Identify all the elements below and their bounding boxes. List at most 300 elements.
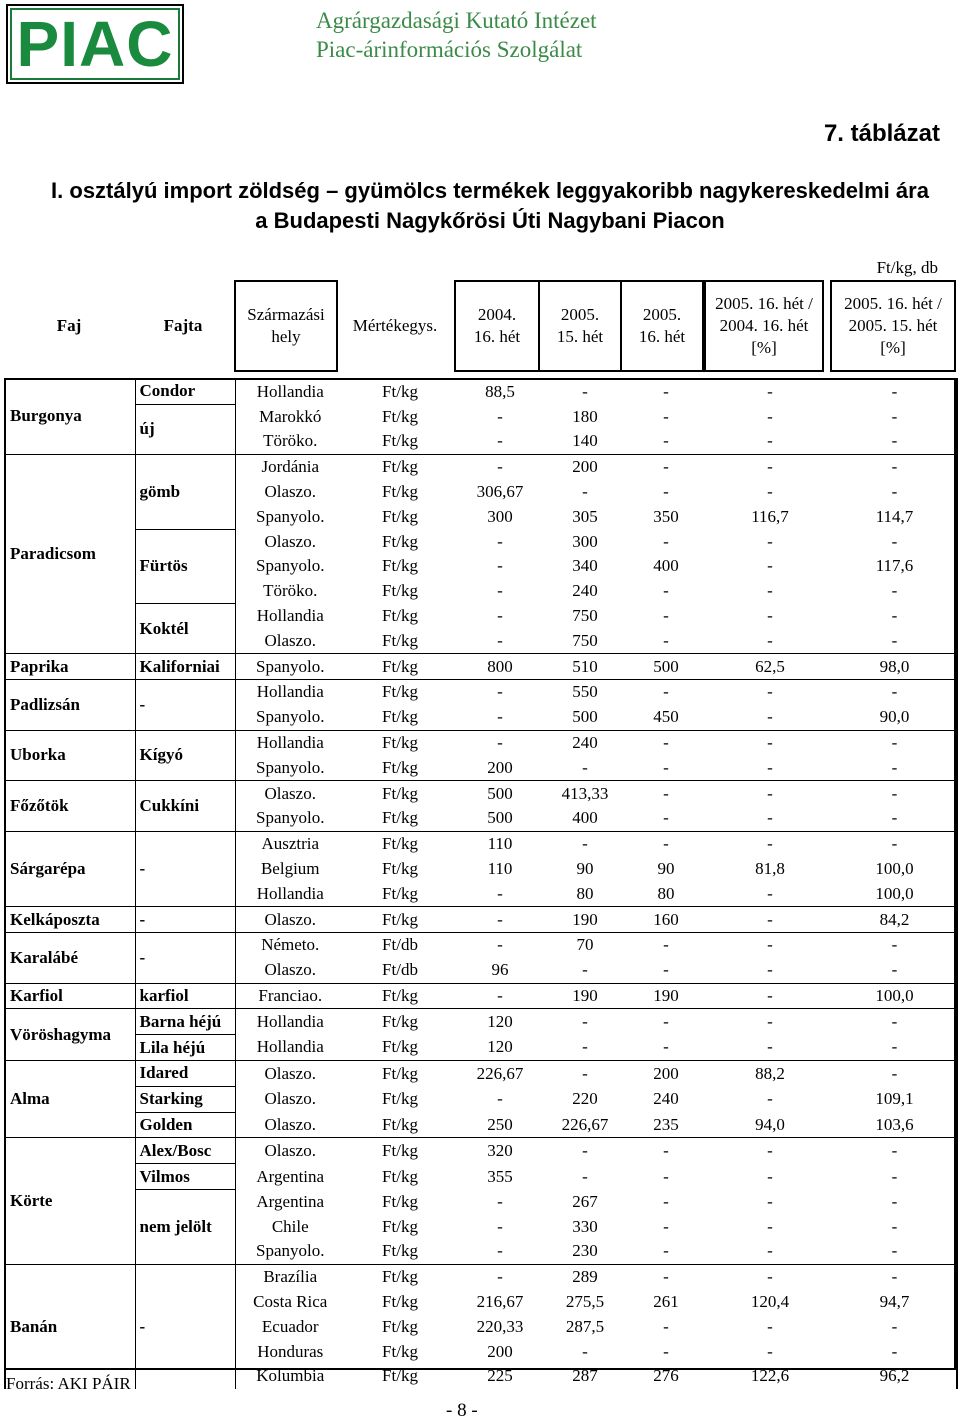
table-title-line-1: I. osztályú import zöldség – gyümölcs termékek leggyakoribb nagykereskedelmi ára (51, 178, 929, 203)
cell-ratio-2004: - (707, 781, 833, 806)
cell-ratio-2004: - (767, 630, 773, 650)
cell-2005-16: - (663, 1191, 669, 1211)
col-2005-15: 2005. 15. hét (540, 280, 622, 372)
cell-szarmazasi-hely: Kolumbia (235, 1364, 345, 1389)
cell-szarmazasi-hely: Olaszo. (235, 1086, 345, 1112)
cell-2005-15: 230 (572, 1241, 598, 1261)
cell-szarmazasi-hely: Ausztria (235, 831, 345, 856)
price-table (4, 378, 958, 1389)
cell-2005-15: 550 (545, 680, 625, 705)
cell-2005-16: - (663, 808, 669, 828)
table-row (5, 1112, 957, 1138)
table-number: 7. táblázat (823, 120, 940, 147)
cell-2005-16: - (625, 1138, 707, 1164)
cell-ratio-2005-15: - (833, 806, 957, 831)
cell-ratio-2005-15: - (833, 1214, 957, 1239)
source-note: Forrás: AKI PÁIR (6, 1374, 131, 1393)
cell-2005-15: 226,67 (561, 1114, 609, 1134)
cell-2005-15: 305 (572, 506, 598, 526)
cell-mertekegyseg: Ft/kg (382, 1241, 418, 1261)
cell-2005-16: 200 (625, 1061, 707, 1087)
cell-fajta: új (135, 404, 235, 454)
cell-ratio-2004: - (767, 1216, 773, 1236)
table-row (5, 781, 957, 806)
col-2004-16: 2004. 16. hét (454, 280, 540, 372)
cell-ratio-2005-15: - (833, 781, 957, 806)
cell-2005-16: 400 (653, 556, 679, 576)
cell-2005-15: 267 (572, 1191, 598, 1211)
cell-mertekegyseg: Ft/kg (345, 1061, 455, 1087)
cell-2005-15: 90 (576, 859, 594, 879)
table-row (5, 1009, 957, 1035)
cell-ratio-2005-15: - (833, 1138, 957, 1164)
cell-ratio-2004: - (707, 1138, 833, 1164)
cell-2005-15: 200 (545, 454, 625, 479)
col-faj: Faj (56, 316, 82, 335)
cell-2005-16: - (663, 630, 669, 650)
cell-ratio-2005-15: 84,2 (833, 907, 957, 933)
cell-ratio-2005-15: - (833, 379, 957, 405)
cell-ratio-2004: 122,6 (750, 1366, 790, 1386)
cell-szarmazasi-hely: Hollandia (235, 1009, 345, 1035)
cell-2005-15: 300 (572, 531, 598, 551)
cell-2005-16: - (625, 1264, 707, 1289)
cell-2005-16: - (663, 1037, 669, 1057)
cell-2004-16: - (497, 1089, 503, 1109)
table-row (5, 654, 957, 680)
cell-szarmazasi-hely: Spanyolo. (235, 806, 345, 831)
cell-ratio-2004: - (767, 1316, 773, 1336)
cell-fajta: gömb (135, 454, 235, 529)
cell-ratio-2005-15: - (833, 579, 957, 604)
table-title-line-2: a Budapesti Nagykőrösi Úti Nagybani Piacon (255, 208, 725, 233)
cell-fajta: Starking (135, 1086, 235, 1112)
cell-ratio-2004: - (707, 680, 833, 705)
cell-2005-15: 240 (572, 581, 598, 601)
cell-ratio-2004: - (767, 960, 773, 980)
cell-fajta: Alex/Bosc (135, 1138, 235, 1164)
cell-2005-16: - (625, 1009, 707, 1035)
cell-2004-16: 226,67 (455, 1061, 545, 1087)
cell-faj: Banán (5, 1264, 135, 1388)
cell-2005-16: 240 (653, 1089, 679, 1109)
cell-2004-16: - (497, 531, 503, 551)
organization-name (316, 6, 597, 64)
cell-2005-16: 235 (653, 1114, 679, 1134)
cell-2005-16: - (663, 1166, 669, 1186)
cell-fajta: Lila héjú (135, 1035, 235, 1061)
cell-ratio-2004: - (767, 406, 773, 426)
cell-2004-16: - (455, 1264, 545, 1289)
cell-szarmazasi-hely: Olaszo. (235, 529, 345, 554)
cell-2005-16: - (663, 1316, 669, 1336)
cell-szarmazasi-hely: Hollandia (235, 379, 345, 405)
cell-ratio-2004: - (707, 933, 833, 958)
cell-ratio-2005-15: 100,0 (833, 881, 957, 906)
cell-2005-16: 450 (653, 707, 679, 727)
cell-ratio-2005-15: - (833, 1164, 957, 1190)
cell-2005-16: - (663, 757, 669, 777)
cell-ratio-2005-15: - (833, 755, 957, 780)
cell-ratio-2005-15: 109,1 (833, 1086, 957, 1112)
cell-fajta: - (135, 831, 235, 906)
cell-2005-16: 160 (625, 907, 707, 933)
cell-2004-16: 320 (455, 1138, 545, 1164)
cell-2005-15: - (582, 1037, 588, 1057)
cell-szarmazasi-hely: Argentina (235, 1190, 345, 1215)
cell-2004-16: 355 (487, 1166, 513, 1186)
cell-ratio-2005-15: - (833, 1239, 957, 1264)
table-row (5, 1035, 957, 1061)
cell-2004-16: 500 (487, 808, 513, 828)
cell-ratio-2004: - (767, 808, 773, 828)
cell-szarmazasi-hely: Spanyolo. (235, 554, 345, 579)
cell-fajta: Vilmos (135, 1164, 235, 1190)
cell-2005-15: 70 (545, 933, 625, 958)
cell-ratio-2004: - (767, 883, 773, 903)
cell-ratio-2004: - (767, 606, 773, 626)
table-header (4, 280, 956, 372)
cell-2004-16: - (455, 907, 545, 933)
cell-ratio-2005-15: - (833, 1314, 957, 1339)
cell-ratio-2004: 88,2 (707, 1061, 833, 1087)
cell-szarmazasi-hely: Brazília (235, 1264, 345, 1289)
cell-2005-15: 500 (572, 707, 598, 727)
cell-mertekegyseg: Ft/kg (382, 1037, 418, 1057)
cell-ratio-2005-15: - (833, 404, 957, 429)
cell-mertekegyseg: Ft/kg (345, 831, 455, 856)
table-row (5, 604, 957, 629)
cell-szarmazasi-hely: Spanyolo. (235, 654, 345, 680)
cell-2005-15: - (545, 1009, 625, 1035)
unit-label: Ft/kg, db (876, 258, 938, 277)
cell-2004-16: - (497, 630, 503, 650)
cell-2004-16: 200 (487, 757, 513, 777)
cell-mertekegyseg: Ft/kg (382, 556, 418, 576)
cell-mertekegyseg: Ft/kg (382, 1166, 418, 1186)
cell-2005-15: - (582, 757, 588, 777)
cell-faj: Paprika (5, 654, 135, 680)
cell-2004-16: 216,67 (476, 1292, 524, 1312)
cell-2005-15: - (582, 1166, 588, 1186)
cell-2004-16: 500 (455, 781, 545, 806)
cell-szarmazasi-hely: Olaszo. (235, 480, 345, 505)
cell-ratio-2004: - (707, 907, 833, 933)
cell-ratio-2005-15: 103,6 (833, 1112, 957, 1138)
cell-ratio-2005-15: - (833, 1009, 957, 1035)
cell-mertekegyseg: Ft/kg (382, 707, 418, 727)
cell-ratio-2005-15: - (833, 1264, 957, 1289)
cell-mertekegyseg: Ft/kg (345, 983, 455, 1009)
cell-szarmazasi-hely: Töröko. (235, 579, 345, 604)
cell-ratio-2004: - (767, 1089, 773, 1109)
cell-2004-16: 250 (487, 1114, 513, 1134)
cell-2005-15: 190 (545, 907, 625, 933)
cell-ratio-2004: 81,8 (755, 859, 785, 879)
cell-2005-15: 287,5 (565, 1316, 605, 1336)
cell-ratio-2004: - (767, 1037, 773, 1057)
cell-ratio-2005-15: - (833, 529, 957, 554)
cell-fajta: Golden (135, 1112, 235, 1138)
cell-ratio-2005-15: - (833, 933, 957, 958)
cell-mertekegyseg: Ft/kg (382, 630, 418, 650)
cell-mertekegyseg: Ft/kg (382, 1216, 418, 1236)
table-row (5, 680, 957, 705)
cell-ratio-2005-15: 96,2 (833, 1364, 957, 1389)
cell-mertekegyseg: Ft/kg (382, 1089, 418, 1109)
cell-mertekegyseg: Ft/kg (382, 883, 418, 903)
cell-faj: Uborka (5, 730, 135, 781)
cell-ratio-2005-15: - (833, 480, 957, 505)
cell-2004-16: - (497, 883, 503, 903)
cell-2005-15: 287 (572, 1366, 598, 1386)
cell-2005-15: - (545, 1061, 625, 1087)
cell-2004-16: - (455, 680, 545, 705)
cell-ratio-2004: - (707, 1264, 833, 1289)
cell-mertekegyseg: Ft/kg (345, 1009, 455, 1035)
cell-szarmazasi-hely: Németo. (235, 933, 345, 958)
cell-szarmazasi-hely: Spanyolo. (235, 504, 345, 529)
cell-2004-16: 110 (455, 831, 545, 856)
cell-mertekegyseg: Ft/kg (382, 1292, 418, 1312)
cell-fajta: Fürtös (135, 529, 235, 603)
cell-faj: Paradicsom (5, 454, 135, 653)
cell-mertekegyseg: Ft/kg (382, 506, 418, 526)
cell-2005-15: 220 (572, 1089, 598, 1109)
cell-ratio-2005-15: - (833, 1190, 957, 1215)
cell-szarmazasi-hely: Hollandia (235, 680, 345, 705)
cell-2004-16: 306,67 (476, 482, 524, 502)
table-row (5, 1264, 957, 1289)
cell-szarmazasi-hely: Jordánia (235, 454, 345, 479)
cell-ratio-2005-15: - (833, 958, 957, 983)
cell-2005-15: 289 (545, 1264, 625, 1289)
cell-2005-15: - (582, 1341, 588, 1361)
cell-ratio-2004: - (767, 757, 773, 777)
cell-szarmazasi-hely: Olaszo. (235, 781, 345, 806)
cell-ratio-2004: 120,4 (750, 1292, 790, 1312)
cell-ratio-2005-15: 114,7 (833, 504, 957, 529)
table-row (5, 730, 957, 755)
cell-fajta: Idared (135, 1061, 235, 1087)
table-row (5, 1190, 957, 1215)
table-row (5, 1086, 957, 1112)
cell-ratio-2004: - (767, 1341, 773, 1361)
cell-2005-15: 413,33 (545, 781, 625, 806)
cell-2004-16: 120 (455, 1009, 545, 1035)
cell-ratio-2005-15: 98,0 (833, 654, 957, 680)
cell-2004-16: - (497, 556, 503, 576)
table-row (5, 983, 957, 1009)
cell-ratio-2004: 94,0 (755, 1114, 785, 1134)
table-row (5, 529, 957, 554)
cell-2004-16: - (497, 1216, 503, 1236)
cell-fajta: Cukkíni (135, 781, 235, 832)
cell-ratio-2005-15: - (833, 831, 957, 856)
cell-szarmazasi-hely: Ecuador (235, 1314, 345, 1339)
cell-2005-15: 140 (572, 431, 598, 451)
cell-mertekegyseg: Ft/kg (382, 1316, 418, 1336)
table-row (5, 1138, 957, 1164)
cell-ratio-2004: 116,7 (751, 506, 789, 526)
cell-mertekegyseg: Ft/kg (382, 859, 418, 879)
cell-2005-15: - (582, 960, 588, 980)
cell-szarmazasi-hely: Honduras (235, 1339, 345, 1364)
col-ratio-2004: 2005. 16. hét / 2004. 16. hét [%] (704, 280, 824, 372)
cell-2005-15: 510 (545, 654, 625, 680)
cell-fajta: Condor (135, 379, 235, 405)
cell-fajta: Kaliforniai (135, 654, 235, 680)
col-szarmazasi-hely: Származási hely (234, 280, 338, 372)
cell-2005-15: 400 (572, 808, 598, 828)
cell-szarmazasi-hely: Argentina (235, 1164, 345, 1190)
cell-mertekegyseg: Ft/kg (382, 757, 418, 777)
cell-2005-16: - (663, 606, 669, 626)
cell-2005-15: - (545, 1138, 625, 1164)
cell-2005-16: - (663, 431, 669, 451)
table-row (5, 379, 957, 405)
cell-faj: Kelkáposzta (5, 907, 135, 933)
cell-mertekegyseg: Ft/kg (382, 531, 418, 551)
cell-mertekegyseg: Ft/kg (382, 1191, 418, 1211)
cell-mertekegyseg: Ft/kg (382, 482, 418, 502)
cell-fajta: Kígyó (135, 730, 235, 781)
cell-2005-16: - (625, 831, 707, 856)
cell-szarmazasi-hely: Olaszo. (235, 907, 345, 933)
cell-ratio-2005-15: 117,6 (833, 554, 957, 579)
cell-szarmazasi-hely: Spanyolo. (235, 705, 345, 730)
cell-fajta: - (135, 680, 235, 731)
cell-2005-16: - (663, 482, 669, 502)
table-row (5, 831, 957, 856)
cell-szarmazasi-hely: Olaszo. (235, 1138, 345, 1164)
cell-faj: Alma (5, 1061, 135, 1138)
cell-2005-15: - (545, 831, 625, 856)
cell-faj: Karfiol (5, 983, 135, 1009)
col-2005-16: 2005. 16. hét (622, 280, 704, 372)
cell-2004-16: - (497, 406, 503, 426)
cell-2005-15: 275,5 (565, 1292, 605, 1312)
cell-2005-15: 340 (572, 556, 598, 576)
cell-2005-15: 80 (576, 883, 594, 903)
cell-szarmazasi-hely: Töröko. (235, 429, 345, 454)
cell-ratio-2005-15: - (833, 730, 957, 755)
cell-2005-16: - (625, 680, 707, 705)
cell-szarmazasi-hely: Olaszo. (235, 628, 345, 653)
cell-ratio-2004: 62,5 (707, 654, 833, 680)
cell-szarmazasi-hely: Hollandia (235, 730, 345, 755)
cell-2004-16: - (497, 581, 503, 601)
cell-faj: Vöröshagyma (5, 1009, 135, 1061)
cell-ratio-2005-15: - (833, 604, 957, 629)
table-row (5, 1061, 957, 1087)
cell-ratio-2004: - (767, 707, 773, 727)
table-row (5, 907, 957, 933)
cell-2004-16: 88,5 (455, 379, 545, 405)
cell-2004-16: 225 (487, 1366, 513, 1386)
cell-ratio-2005-15: 90,0 (833, 705, 957, 730)
cell-ratio-2004: - (767, 1191, 773, 1211)
cell-2005-15: 240 (545, 730, 625, 755)
cell-2005-15: 750 (572, 630, 598, 650)
cell-szarmazasi-hely: Hollandia (235, 604, 345, 629)
cell-2005-16: 90 (657, 859, 675, 879)
cell-faj: Főzőtök (5, 781, 135, 832)
cell-2005-16: - (663, 531, 669, 551)
cell-fajta: nem jelölt (135, 1190, 235, 1265)
cell-2005-16: - (663, 1241, 669, 1261)
cell-2005-16: - (625, 454, 707, 479)
cell-ratio-2004: - (767, 482, 773, 502)
cell-ratio-2005-15: 100,0 (833, 857, 957, 882)
cell-ratio-2004: - (767, 431, 773, 451)
table-row (5, 454, 957, 479)
cell-szarmazasi-hely: Belgium (235, 857, 345, 882)
cell-2005-16: - (663, 1216, 669, 1236)
cell-2005-16: - (663, 1341, 669, 1361)
cell-mertekegyseg: Ft/db (382, 960, 418, 980)
cell-mertekegyseg: Ft/kg (382, 431, 418, 451)
cell-szarmazasi-hely: Franciao. (235, 983, 345, 1009)
cell-2005-15: 190 (545, 983, 625, 1009)
cell-2004-16: 110 (487, 859, 513, 879)
cell-mertekegyseg: Ft/kg (345, 730, 455, 755)
cell-mertekegyseg: Ft/kg (382, 606, 418, 626)
cell-2004-16: - (497, 707, 503, 727)
cell-ratio-2004: - (767, 581, 773, 601)
cell-szarmazasi-hely: Spanyolo. (235, 1239, 345, 1264)
cell-szarmazasi-hely: Olaszo. (235, 958, 345, 983)
cell-mertekegyseg: Ft/kg (382, 1114, 418, 1134)
cell-ratio-2005-15: - (833, 680, 957, 705)
cell-mertekegyseg: Ft/kg (345, 781, 455, 806)
cell-szarmazasi-hely: Olaszo. (235, 1112, 345, 1138)
cell-szarmazasi-hely: Olaszo. (235, 1061, 345, 1087)
cell-ratio-2005-15: - (833, 1061, 957, 1087)
table-row (5, 1164, 957, 1190)
cell-mertekegyseg: Ft/kg (382, 581, 418, 601)
cell-2004-16: - (497, 606, 503, 626)
cell-2004-16: 300 (487, 506, 513, 526)
cell-2005-16: - (625, 379, 707, 405)
piac-logo (6, 4, 184, 84)
table-row (5, 404, 957, 429)
cell-fajta: karfiol (135, 983, 235, 1009)
cell-2005-16: 80 (657, 883, 675, 903)
cell-2005-15: 180 (572, 406, 598, 426)
cell-ratio-2004: - (767, 1241, 773, 1261)
col-ratio-2005-15: 2005. 16. hét / 2005. 15. hét [%] (830, 280, 956, 372)
cell-ratio-2005-15: 94,7 (833, 1290, 957, 1315)
cell-2005-15: - (545, 379, 625, 405)
cell-mertekegyseg: Ft/kg (345, 907, 455, 933)
cell-ratio-2004: - (767, 531, 773, 551)
table-row (5, 933, 957, 958)
cell-2004-16: 120 (487, 1037, 513, 1057)
cell-fajta: Barna héjú (135, 1009, 235, 1035)
cell-faj: Padlizsán (5, 680, 135, 731)
cell-mertekegyseg: Ft/kg (345, 1138, 455, 1164)
cell-ratio-2004: - (767, 1166, 773, 1186)
cell-ratio-2004: - (767, 556, 773, 576)
cell-mertekegyseg: Ft/kg (345, 379, 455, 405)
cell-ratio-2004: - (707, 454, 833, 479)
cell-2004-16: - (497, 431, 503, 451)
cell-fajta: - (135, 1264, 235, 1388)
cell-mertekegyseg: Ft/kg (382, 406, 418, 426)
cell-faj: Sárgarépa (5, 831, 135, 906)
col-fajta: Fajta (163, 316, 203, 335)
